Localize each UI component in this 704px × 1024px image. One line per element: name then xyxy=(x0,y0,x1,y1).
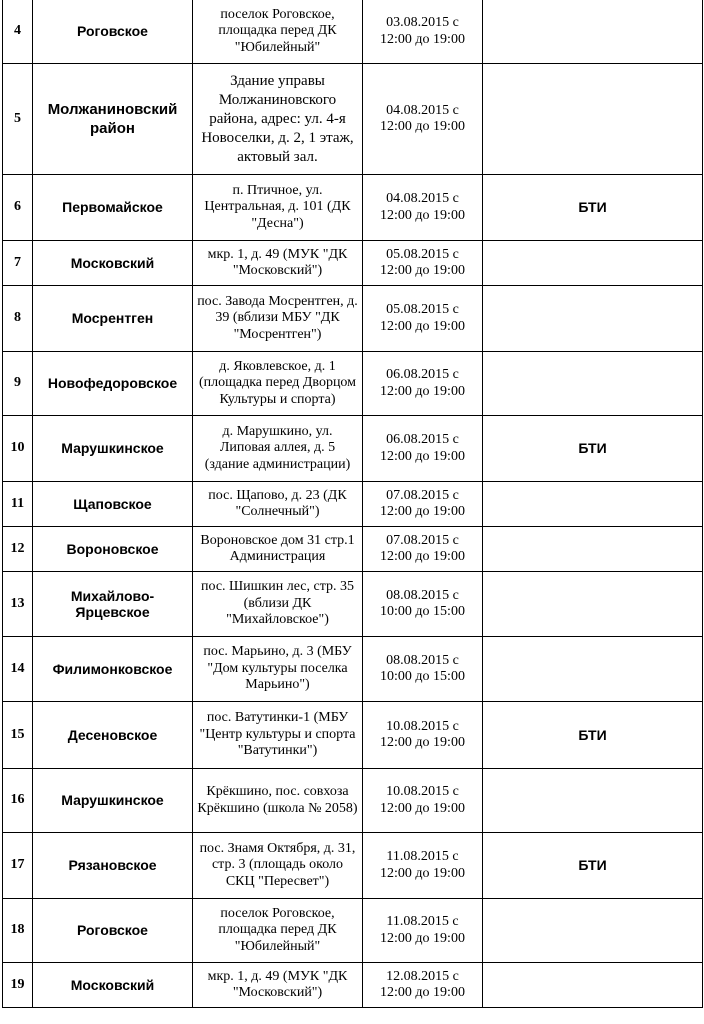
table-row xyxy=(3,482,703,527)
table-row xyxy=(3,352,703,416)
date-text: 05.08.2015 с xyxy=(386,302,459,317)
settlement-name: Роговское xyxy=(33,0,193,64)
date-time xyxy=(363,833,483,899)
date-time xyxy=(363,241,483,286)
date-time xyxy=(363,637,483,702)
date-text: 08.08.2015 с xyxy=(386,652,459,668)
note-cell xyxy=(483,637,703,702)
row-number: 16 xyxy=(3,769,33,833)
date-text: 10.08.2015 с xyxy=(386,718,459,734)
table-row xyxy=(3,527,703,572)
venue-address: пос. Завода Мосрентген, д. 39 (вблизи МБУ "ДК "Мосрентген") xyxy=(193,286,363,352)
date-time xyxy=(363,899,483,963)
date-time xyxy=(363,64,483,175)
note-cell xyxy=(483,482,703,527)
settlement-name: Михайлово-Ярцевское xyxy=(33,572,193,637)
venue-address: Вороновское дом 31 стр.1 Администрация xyxy=(193,527,363,572)
settlement-name: Щаповское xyxy=(33,482,193,527)
note-cell xyxy=(483,963,703,1008)
note-cell: БТИ xyxy=(483,702,703,769)
row-number: 17 xyxy=(3,833,33,899)
time-text: 12:00 до 19:00 xyxy=(380,800,465,816)
settlement-name: Московский xyxy=(33,241,193,286)
table-row xyxy=(3,572,703,637)
date-time xyxy=(363,963,483,1008)
venue-address: пос. Знамя Октября, д. 31, стр. 3 (площадь около СКЦ "Пересвет") xyxy=(193,833,363,899)
table-row xyxy=(3,833,703,899)
schedule-table xyxy=(2,0,703,1008)
row-number: 19 xyxy=(3,963,33,1008)
schedule-body xyxy=(3,0,703,1008)
date-time xyxy=(363,482,483,527)
date-text: 06.08.2015 с xyxy=(386,432,459,447)
time-text: 10:00 до 15:00 xyxy=(380,604,465,619)
time-text: 12:00 до 19:00 xyxy=(380,207,465,223)
date-time xyxy=(363,769,483,833)
venue-address: Крёкшино, пос. совхоза Крёкшино (школа № 2058) xyxy=(193,769,363,833)
settlement-name: Молжаниновский район xyxy=(33,64,193,175)
table-row xyxy=(3,769,703,833)
time-text: 12:00 до 19:00 xyxy=(380,119,465,134)
table-row xyxy=(3,0,703,64)
date-time xyxy=(363,527,483,572)
row-number: 9 xyxy=(3,352,33,416)
time-text: 12:00 до 19:00 xyxy=(380,383,465,399)
table-row xyxy=(3,175,703,241)
settlement-name: Московский xyxy=(33,963,193,1008)
table-row xyxy=(3,899,703,963)
date-time xyxy=(363,175,483,241)
date-time xyxy=(363,416,483,482)
settlement-name: Рязановское xyxy=(33,833,193,899)
time-text: 12:00 до 19:00 xyxy=(380,865,465,881)
date-text: 07.08.2015 с xyxy=(386,532,459,548)
date-time xyxy=(363,286,483,352)
table-row xyxy=(3,286,703,352)
time-text: 12:00 до 19:00 xyxy=(380,318,465,334)
note-cell: БТИ xyxy=(483,833,703,899)
date-text: 11.08.2015 с xyxy=(386,914,459,929)
note-cell xyxy=(483,527,703,572)
row-number: 4 xyxy=(3,0,33,64)
settlement-name: Мосрентген xyxy=(33,286,193,352)
venue-address: пос. Марьино, д. 3 (МБУ "Дом культуры поселка Марьино") xyxy=(193,637,363,702)
date-text: 06.08.2015 с xyxy=(386,367,459,382)
settlement-name: Десеновское xyxy=(33,702,193,769)
settlement-name: Новофедоровское xyxy=(33,352,193,416)
date-time xyxy=(363,572,483,637)
time-text: 12:00 до 19:00 xyxy=(380,549,465,564)
settlement-name: Первомайское xyxy=(33,175,193,241)
row-number: 11 xyxy=(3,482,33,527)
time-text: 12:00 до 19:00 xyxy=(380,930,465,946)
table-row xyxy=(3,637,703,702)
table-row xyxy=(3,241,703,286)
settlement-name: Марушкинское xyxy=(33,769,193,833)
date-text: 05.08.2015 с xyxy=(386,246,459,262)
note-cell xyxy=(483,0,703,64)
venue-address: д. Марушкино, ул. Липовая аллея, д. 5 (здание администрации) xyxy=(193,416,363,482)
table-row xyxy=(3,416,703,482)
note-cell xyxy=(483,352,703,416)
venue-address: поселок Роговское, площадка перед ДК "Юбилейный" xyxy=(193,899,363,963)
date-text: 04.08.2015 с xyxy=(386,191,459,206)
time-text: 10:00 до 15:00 xyxy=(380,669,465,684)
venue-address: поселок Роговское, площадка перед ДК "Юбилейный" xyxy=(193,0,363,64)
date-text: 07.08.2015 с xyxy=(386,487,459,503)
row-number: 8 xyxy=(3,286,33,352)
row-number: 10 xyxy=(3,416,33,482)
settlement-name: Роговское xyxy=(33,899,193,963)
note-cell: БТИ xyxy=(483,175,703,241)
settlement-name: Вороновское xyxy=(33,527,193,572)
row-number: 6 xyxy=(3,175,33,241)
venue-address: Здание управы Молжаниновского района, адрес: ул. 4-я Новоселки, д. 2, 1 этаж, актовый зал. xyxy=(193,64,363,175)
note-cell xyxy=(483,572,703,637)
venue-address: мкр. 1, д. 49 (МУК "ДК "Московский") xyxy=(193,241,363,286)
time-text: 12:00 до 19:00 xyxy=(380,735,465,750)
time-text: 12:00 до 19:00 xyxy=(380,263,465,278)
table-row xyxy=(3,64,703,175)
time-text: 12:00 до 19:00 xyxy=(380,985,465,1000)
time-text: 12:00 до 19:00 xyxy=(380,31,465,47)
date-time xyxy=(363,352,483,416)
settlement-name: Филимонковское xyxy=(33,637,193,702)
venue-address: д. Яковлевское, д. 1 (площадка перед Дворцом Культуры и спорта) xyxy=(193,352,363,416)
date-text: 10.08.2015 с xyxy=(386,784,459,799)
time-text: 12:00 до 19:00 xyxy=(380,448,465,464)
venue-address: пос. Шишкин лес, стр. 35 (вблизи ДК "Михайловское") xyxy=(193,572,363,637)
note-cell: БТИ xyxy=(483,416,703,482)
note-cell xyxy=(483,286,703,352)
row-number: 7 xyxy=(3,241,33,286)
row-number: 14 xyxy=(3,637,33,702)
row-number: 12 xyxy=(3,527,33,572)
date-time xyxy=(363,0,483,64)
date-text: 08.08.2015 с xyxy=(386,587,459,603)
date-text: 12.08.2015 с xyxy=(386,968,459,984)
table-row xyxy=(3,963,703,1008)
row-number: 5 xyxy=(3,64,33,175)
venue-address: п. Птичное, ул. Центральная, д. 101 (ДК "Десна") xyxy=(193,175,363,241)
note-cell xyxy=(483,64,703,175)
table-row xyxy=(3,702,703,769)
settlement-name: Марушкинское xyxy=(33,416,193,482)
time-text: 12:00 до 19:00 xyxy=(380,504,465,519)
date-time xyxy=(363,702,483,769)
venue-address: пос. Ватутинки-1 (МБУ "Центр культуры и спорта "Ватутинки") xyxy=(193,702,363,769)
venue-address: пос. Щапово, д. 23 (ДК "Солнечный") xyxy=(193,482,363,527)
date-text: 04.08.2015 с xyxy=(386,102,459,118)
note-cell xyxy=(483,899,703,963)
date-text: 03.08.2015 с xyxy=(386,15,459,30)
row-number: 15 xyxy=(3,702,33,769)
venue-address: мкр. 1, д. 49 (МУК "ДК "Московский") xyxy=(193,963,363,1008)
row-number: 13 xyxy=(3,572,33,637)
note-cell xyxy=(483,769,703,833)
row-number: 18 xyxy=(3,899,33,963)
date-text: 11.08.2015 с xyxy=(386,849,459,864)
note-cell xyxy=(483,241,703,286)
